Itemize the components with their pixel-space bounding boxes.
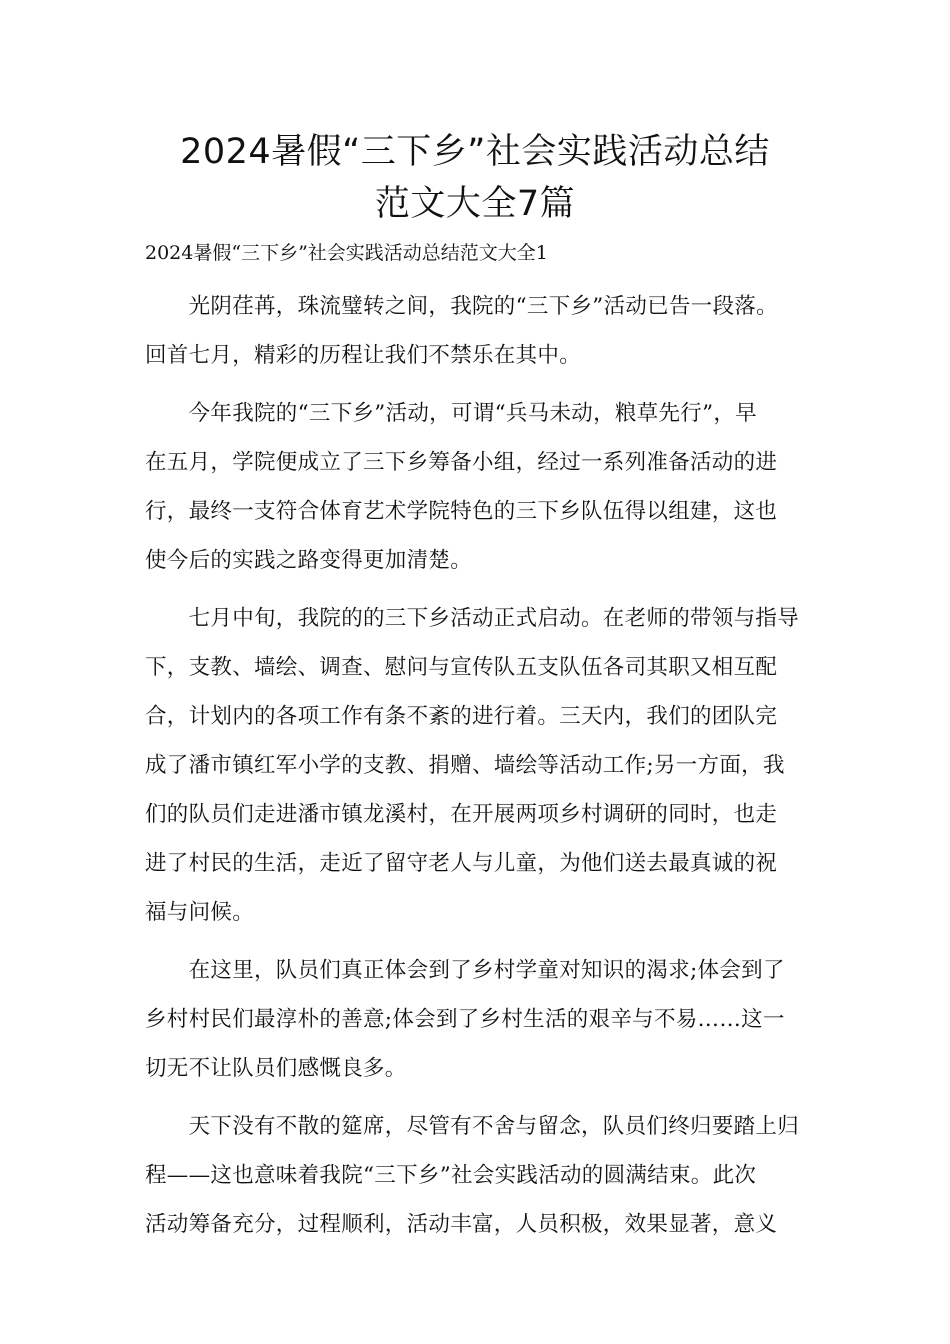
paragraph: [145, 389, 810, 585]
text-line: 在五月，学院便成立了三下乡筹备小组，经过一系列准备活动的进: [145, 450, 778, 475]
text-line: 光阴荏苒，珠流璧转之间，我院的“三下乡”活动已告一段落。: [145, 294, 778, 319]
text-line: 行，最终一支符合体育艺术学院特色的三下乡队伍得以组建，这也: [145, 499, 778, 524]
text-line: 程——这也意味着我院“三下乡”社会实践活动的圆满结束。此次: [145, 1163, 757, 1188]
text-line: 下，支教、墙绘、调查、慰问与宣传队五支队伍各司其职又相互配: [145, 655, 778, 680]
text-line: 成了潘市镇红军小学的支教、捐赠、墙绘等活动工作;另一方面，我: [145, 753, 785, 778]
text-line: 活动筹备充分，过程顺利，活动丰富，人员积极，效果显著，意义: [145, 1212, 778, 1237]
text-line: 切无不让队员们感慨良多。: [145, 1056, 407, 1081]
text-line: 乡村村民们最淳朴的善意;体会到了乡村生活的艰辛与不易……这一: [145, 1007, 785, 1032]
body-text: [145, 282, 810, 1249]
text-line: 天下没有不散的筵席，尽管有不舍与留念，队员们终归要踏上归: [145, 1114, 800, 1139]
section-subheading: 2024暑假“三下乡”社会实践活动总结范文大全1: [145, 242, 548, 264]
paragraph: [145, 946, 810, 1093]
title-line-1: 2024暑假“三下乡”社会实践活动总结: [180, 132, 770, 172]
paragraph: [145, 1102, 810, 1249]
text-line: 进了村民的生活，走近了留守老人与儿童，为他们送去最真诚的祝: [145, 851, 778, 876]
paragraph: [145, 594, 810, 937]
text-line: 使今后的实践之路变得更加清楚。: [145, 548, 473, 573]
text-line: 回首七月，精彩的历程让我们不禁乐在其中。: [145, 343, 582, 368]
text-line: 合，计划内的各项工作有条不紊的进行着。三天内，我们的团队完: [145, 704, 778, 729]
title-line-2: 范文大全7篇: [374, 184, 576, 224]
text-line: 今年我院的“三下乡”活动，可谓“兵马未动，粮草先行”，早: [145, 401, 757, 426]
text-line: 们的队员们走进潘市镇龙溪村，在开展两项乡村调研的同时，也走: [145, 802, 778, 827]
text-line: 七月中旬，我院的的三下乡活动正式启动。在老师的带领与指导: [145, 606, 800, 631]
text-line: 在这里，队员们真正体会到了乡村学童对知识的渴求;体会到了: [145, 958, 785, 983]
text-line: 福与问候。: [145, 900, 255, 925]
paragraph: [145, 282, 810, 380]
document-title: [110, 126, 840, 230]
